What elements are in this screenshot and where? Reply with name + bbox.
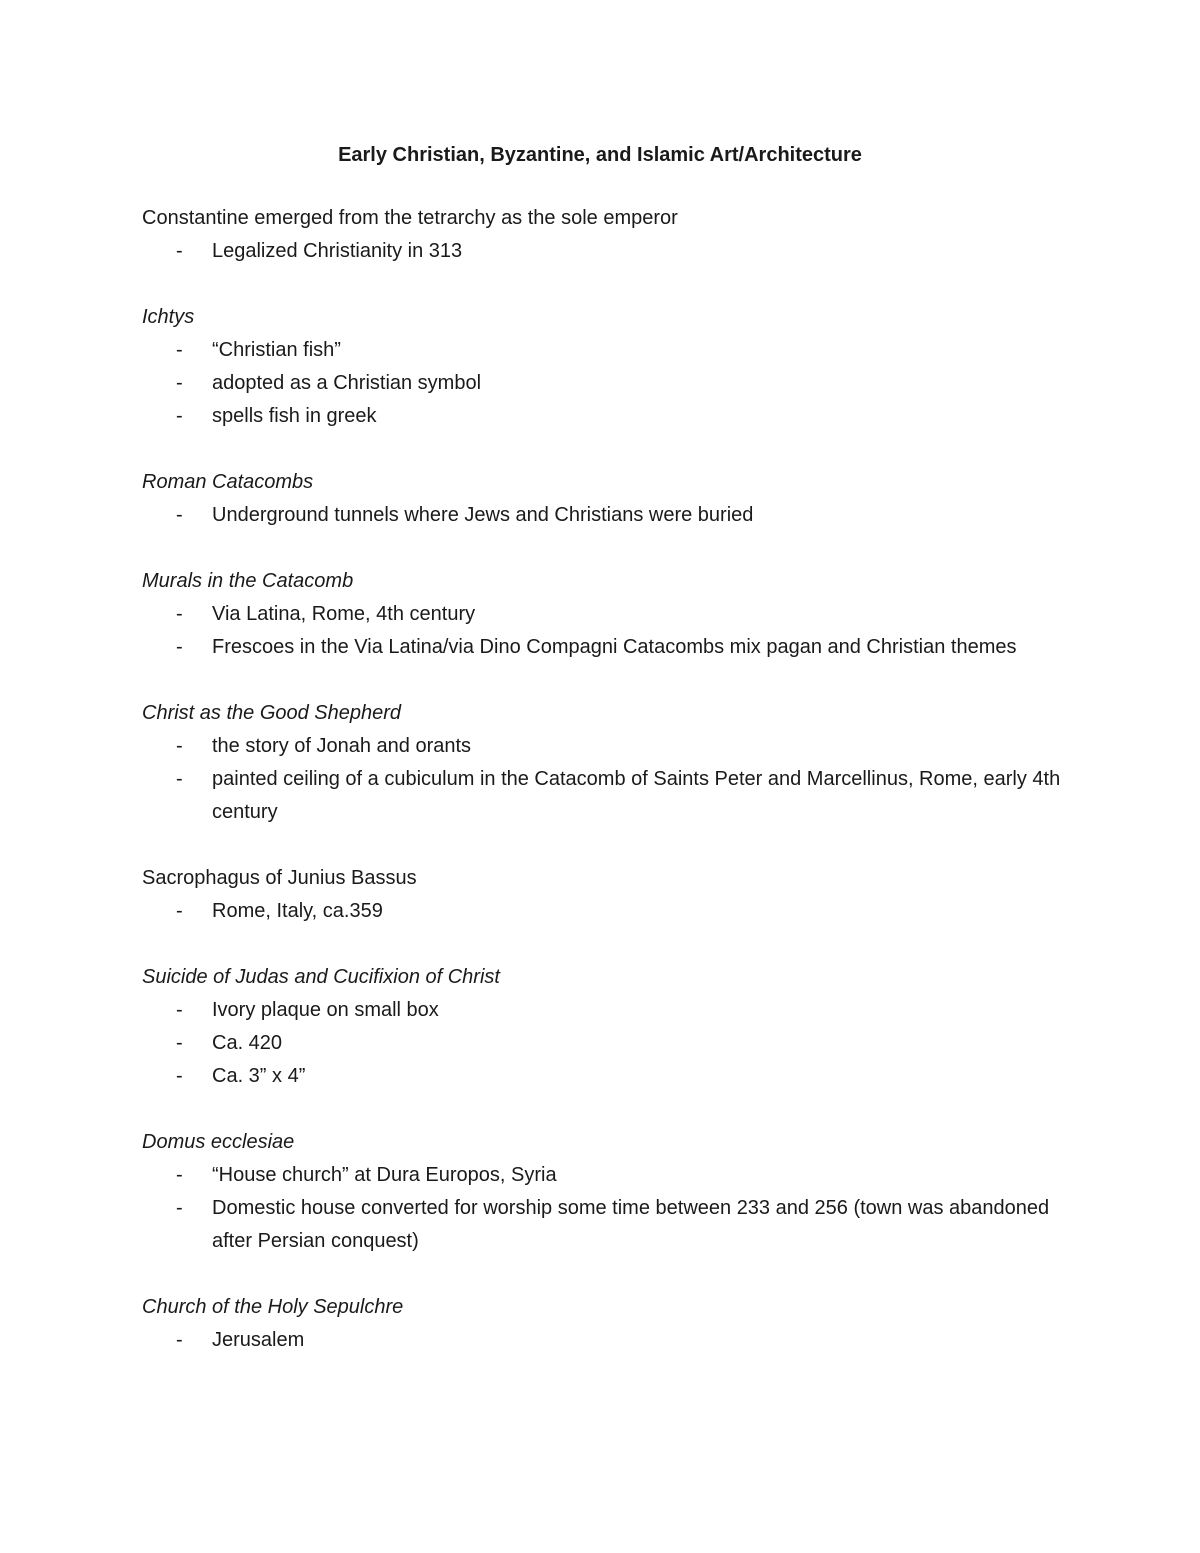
note-section bbox=[142, 1126, 1082, 1258]
bullet-text: Ivory plaque on small box bbox=[212, 999, 439, 1021]
dash-bullet-icon: - bbox=[176, 504, 183, 526]
dash-bullet-icon: - bbox=[176, 735, 183, 757]
bullet-list bbox=[142, 994, 1082, 1093]
dash-bullet-icon: - bbox=[176, 999, 183, 1021]
bullet-list bbox=[142, 499, 1082, 532]
dash-bullet-icon: - bbox=[176, 1065, 183, 1087]
section-heading: Murals in the Catacomb bbox=[142, 570, 354, 592]
section-heading: Ichtys bbox=[142, 306, 195, 328]
bullet-item bbox=[142, 895, 1082, 928]
dash-bullet-icon: - bbox=[176, 1032, 183, 1054]
section-heading: Roman Catacombs bbox=[142, 471, 314, 493]
dash-bullet-icon: - bbox=[176, 768, 183, 790]
dash-bullet-icon: - bbox=[176, 1164, 183, 1186]
bullet-list bbox=[142, 895, 1082, 928]
section-heading: Church of the Holy Sepulchre bbox=[142, 1296, 404, 1318]
bullet-text: Ca. 420 bbox=[212, 1032, 283, 1054]
bullet-list bbox=[142, 1324, 1082, 1357]
bullet-text: Via Latina, Rome, 4th century bbox=[212, 603, 476, 625]
note-section bbox=[142, 961, 1082, 1093]
bullet-text: “House church” at Dura Europos, Syria bbox=[212, 1164, 557, 1186]
bullet-text: the story of Jonah and orants bbox=[212, 735, 472, 757]
section-heading: Constantine emerged from the tetrarchy as the sole emperor bbox=[142, 207, 678, 229]
section-heading: Christ as the Good Shepherd bbox=[142, 702, 402, 724]
bullet-text: Underground tunnels where Jews and Christians were buried bbox=[212, 504, 754, 526]
bullet-item bbox=[142, 1324, 1082, 1357]
bullet-text: painted ceiling of a cubiculum in the Catacomb of Saints Peter and Marcellinus, Rome, early 4th century bbox=[212, 768, 1061, 823]
note-section bbox=[142, 697, 1082, 829]
bullet-list bbox=[142, 598, 1082, 664]
section-heading: Domus ecclesiae bbox=[142, 1131, 295, 1153]
bullet-item bbox=[142, 1027, 1082, 1060]
section-heading: Sacrophagus of Junius Bassus bbox=[142, 867, 417, 889]
bullet-text: adopted as a Christian symbol bbox=[212, 372, 482, 394]
note-section bbox=[142, 862, 1082, 928]
dash-bullet-icon: - bbox=[176, 636, 183, 658]
bullet-text: Rome, Italy, ca.359 bbox=[212, 900, 383, 922]
bullet-list bbox=[142, 730, 1082, 829]
bullet-item bbox=[142, 631, 1082, 664]
bullet-item bbox=[142, 763, 1082, 829]
bullet-text: spells fish in greek bbox=[212, 405, 377, 427]
note-section bbox=[142, 565, 1082, 664]
dash-bullet-icon: - bbox=[176, 240, 183, 262]
note-section bbox=[142, 202, 1082, 268]
bullet-item bbox=[142, 994, 1082, 1027]
bullet-text: Legalized Christianity in 313 bbox=[212, 240, 463, 262]
document-title: Early Christian, Byzantine, and Islamic Art/Architecture bbox=[338, 144, 862, 166]
dash-bullet-icon: - bbox=[176, 339, 183, 361]
dash-bullet-icon: - bbox=[176, 900, 183, 922]
bullet-item bbox=[142, 235, 1082, 268]
dash-bullet-icon: - bbox=[176, 1329, 183, 1351]
bullet-list bbox=[142, 334, 1082, 433]
bullet-text: “Christian fish” bbox=[212, 339, 341, 361]
bullet-list bbox=[142, 235, 1082, 268]
bullet-item bbox=[142, 598, 1082, 631]
bullet-item bbox=[142, 1192, 1082, 1258]
bullet-item bbox=[142, 730, 1082, 763]
bullet-item bbox=[142, 367, 1082, 400]
bullet-item bbox=[142, 400, 1082, 433]
bullet-text: Ca. 3” x 4” bbox=[212, 1065, 306, 1087]
dash-bullet-icon: - bbox=[176, 372, 183, 394]
dash-bullet-icon: - bbox=[176, 405, 183, 427]
bullet-item bbox=[142, 1060, 1082, 1093]
section-heading: Suicide of Judas and Cucifixion of Christ bbox=[142, 966, 500, 988]
dash-bullet-icon: - bbox=[176, 603, 183, 625]
note-section bbox=[142, 301, 1082, 433]
bullet-text: Jerusalem bbox=[212, 1329, 305, 1351]
note-section bbox=[142, 466, 1082, 532]
bullet-list bbox=[142, 1159, 1082, 1258]
note-section bbox=[142, 1291, 1082, 1357]
bullet-item bbox=[142, 1159, 1082, 1192]
bullet-text: Frescoes in the Via Latina/via Dino Compagni Catacombs mix pagan and Christian themes bbox=[212, 636, 1017, 658]
dash-bullet-icon: - bbox=[176, 1197, 183, 1219]
bullet-item bbox=[142, 499, 1082, 532]
bullet-item bbox=[142, 334, 1082, 367]
document-body bbox=[142, 202, 1082, 1390]
bullet-text: Domestic house converted for worship some time between 233 and 256 (town was abandoned after Persian conquest) bbox=[212, 1197, 1050, 1252]
